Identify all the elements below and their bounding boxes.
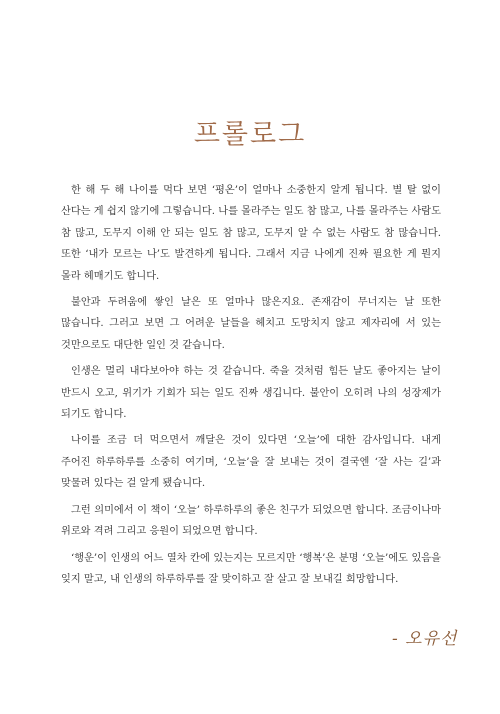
paragraph: 그런 의미에서 이 책이 ‘오늘’ 하루하루의 좋은 친구가 되었으면 합니다. 조금이나마 위로와 격려 그리고 응원이 되었으면 합니다. <box>61 504 441 538</box>
paragraph: ‘행운’이 인생의 어느 열차 칸에 있는지는 모르지만 ‘행복’은 분명 ‘오늘’에도 있음을 잊지 말고, 내 인생의 하루하루를 잘 맞이하고 잘 살고 잘 보내길 희망합니다. <box>61 552 441 585</box>
prologue-body <box>61 180 441 595</box>
paragraph: 불안과 두려움에 쌓인 날은 또 얼마나 많은지요. 존재감이 무너지는 날 또한 많습니다. 그러고 보면 그 어려운 날들을 헤치고 도망치지 않고 제자리에 서 있는 것만으로도 대단한 일인 것 같습니다. <box>61 297 441 351</box>
paragraph: 한 해 두 해 나이를 먹다 보면 ‘평온’이 얼마나 소중한지 알게 됩니다. 별 탈 없이 산다는 게 쉽지 않기에 그렇습니다. 나를 몰라주는 일도 참 많고, 나를 몰라주는 사람도 참 많고, 도무지 이해 안 되는 일도 참 많고, 도무지 알 수 없는 사람도 참 많습니다. 또한 ‘내가 모르는 나’도 발견하게 됩니다. 그래서 지금 나에게 진짜 필요한 게 뭔지 몰라 헤매기도 합니다. <box>61 185 441 282</box>
author-signature: - 오유선 <box>392 629 458 649</box>
paragraph: 나이를 조금 더 먹으면서 깨달은 것이 있다면 ‘오늘’에 대한 감사입니다. 내게 주어진 하루하루를 소중히 여기며, ‘오늘’을 잘 보내는 것이 결국엔 ‘잘 사는 길’과 맞물려 있다는 걸 알게 됐습니다. <box>61 435 441 490</box>
page-title: 프롤로그 <box>193 119 307 150</box>
paragraph: 인생은 멀리 내다보아야 하는 것 같습니다. 죽을 것처럼 힘든 날도 좋아지는 날이 반드시 오고, 위기가 기회가 되는 일도 진짜 생깁니다. 불안이 오히려 나의 성장제가 되기도 합니다. <box>61 366 441 421</box>
